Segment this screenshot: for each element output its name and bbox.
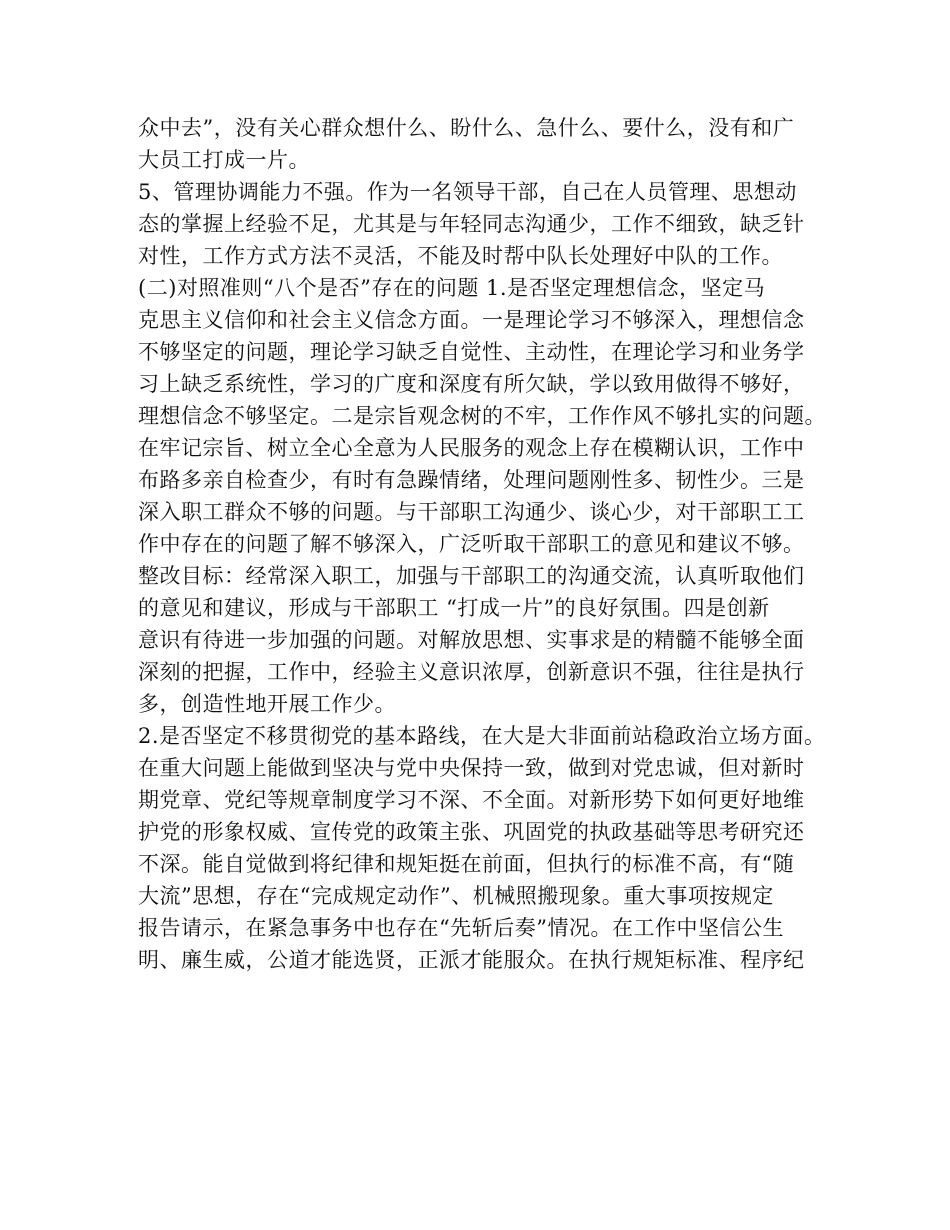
text-line: 大流”思想，存在“完成规定动作”、机械照搬现象。重大事项按规定 — [138, 884, 774, 908]
text-line: 对性，工作方式方法不灵活，不能及时帮中队长处理好中队的工作。 — [138, 244, 783, 268]
text-line: 的意见和建议，形成与干部职工 “打成一片”的良好氛围。四是创新 — [138, 596, 770, 620]
text-line: 期党章、党纪等规章制度学习不深、不全面。对新形势下如何更好地维 — [138, 788, 805, 812]
text-line: 理想信念不够坚定。二是宗旨观念树的不牢，工作作风不够扎实的问题。 — [138, 404, 826, 428]
text-line: 布路多亲自检查少，有时有急躁情绪，处理问题刚性多、韧性少。三是 — [138, 468, 805, 492]
text-line: 整改目标：经常深入职工，加强与干部职工的沟通交流，认真听取他们 — [138, 564, 805, 588]
text-line: 不够坚定的问题，理论学习缺乏自觉性、主动性，在理论学习和业务学 — [138, 340, 805, 364]
text-line: 深入职工群众不够的问题。与干部职工沟通少、谈心少，对干部职工工 — [138, 500, 805, 524]
text-line: 护党的形象权威、宣传党的政策主张、巩固党的执政基础等思考研究还 — [138, 820, 805, 844]
text-line: (二)对照准则“八个是否”存在的问题 1.是否坚定理想信念，坚定马 — [138, 276, 766, 300]
text-line: 大员工打成一片。 — [138, 148, 310, 172]
text-line: 在牢记宗旨、树立全心全意为人民服务的观念上存在模糊认识，工作中 — [138, 436, 805, 460]
text-line: 作中存在的问题了解不够深入，广泛听取干部职工的意见和建议不够。 — [138, 532, 805, 556]
text-line: 2.是否坚定不移贯彻党的基本路线，在大是大非面前站稳政治立场方面。 — [138, 724, 826, 748]
text-line: 深刻的把握，工作中，经验主义意识浓厚，创新意识不强，往往是执行 — [138, 660, 805, 684]
text-line: 习上缺乏系统性，学习的广度和深度有所欠缺，学以致用做得不够好， — [138, 372, 805, 396]
text-line: 众中去”，没有关心群众想什么、盼什么、急什么、要什么，没有和广 — [138, 116, 795, 140]
text-line: 5、管理协调能力不强。作为一名领导干部，自己在人员管理、思想动 — [138, 180, 797, 204]
text-line: 态的掌握上经验不足，尤其是与年轻同志沟通少，工作不细致，缺乏针 — [138, 212, 805, 236]
document-body — [138, 112, 828, 976]
text-line: 多，创造性地开展工作少。 — [138, 692, 396, 716]
text-line: 意识有待进一步加强的问题。对解放思想、实事求是的精髓不能够全面 — [138, 628, 805, 652]
text-line: 在重大问题上能做到坚决与党中央保持一致，做到对党忠诚，但对新时 — [138, 756, 805, 780]
text-line: 明、廉生威，公道才能选贤，正派才能服众。在执行规矩标准、程序纪 — [138, 948, 805, 972]
text-line: 克思主义信仰和社会主义信念方面。一是理论学习不够深入，理想信念 — [138, 308, 805, 332]
text-line: 报告请示，在紧急事务中也存在“先斩后奏”情况。在工作中坚信公生 — [138, 916, 784, 940]
text-line: 不深。能自觉做到将纪律和规矩挺在前面，但执行的标准不高，有“随 — [138, 852, 795, 876]
